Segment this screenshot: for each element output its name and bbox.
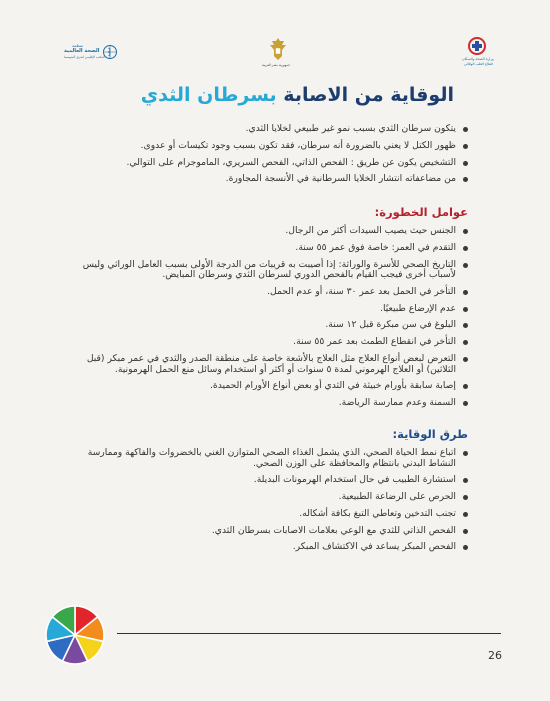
prevention-heading: طرق الوقاية: bbox=[392, 427, 468, 441]
risk-factors-heading: عوامل الخطورة: bbox=[374, 205, 468, 219]
prevention-section bbox=[68, 427, 468, 559]
title-part-dark: الوقاية من الاصابة bbox=[276, 84, 454, 106]
who-logo-line1: منظمة bbox=[72, 43, 84, 48]
list-item: من مضاعفاته انتشار الخلايا السرطانية في الأنسجة المجاورة. bbox=[68, 174, 468, 185]
ministry-logo-line2: قطاع الطب الوقائي bbox=[464, 62, 493, 66]
list-item: تجنب التدخين وتعاطي التبغ بكافة أشكاله. bbox=[68, 509, 468, 520]
intro-section bbox=[68, 124, 468, 191]
risk-factors-list bbox=[68, 226, 468, 409]
list-item: الفحص المبكر يساعد في الاكتشاف المبكر. bbox=[68, 542, 468, 553]
ministry-logo-line1: وزارة الصحة والسكان bbox=[462, 57, 494, 61]
list-item: السمنة وعدم ممارسة الرياضة. bbox=[68, 398, 468, 409]
page-title bbox=[141, 84, 454, 106]
list-item: الحرص على الرضاعة الطبيعية. bbox=[68, 492, 468, 503]
prevention-list bbox=[68, 448, 468, 553]
list-item: الجنس حيث يصيب السيدات أكثر من الرجال. bbox=[68, 226, 468, 237]
decorative-pie-icon bbox=[44, 604, 106, 666]
list-item: عدم الإرضاع طبيعيًا. bbox=[68, 304, 468, 315]
footer-divider bbox=[117, 633, 501, 634]
list-item: التعرض لبعض أنواع العلاج مثل العلاج بالأشعة خاصة على منطقة الصدر والثدي في عمر مبكر (قبل الثلاثين) أو العلاج الهرموني لمدة ٥ سنوات أو أكثر أو استخدام وسائل منع الحمل الهرمونية. bbox=[68, 354, 468, 375]
page-number: 26 bbox=[488, 649, 502, 662]
list-item: التأخر في الحمل بعد عمر ٣٠ سنة، أو عدم الحمل. bbox=[68, 287, 468, 298]
eagle-emblem-icon bbox=[266, 36, 290, 62]
list-item: التقدم في العمر: خاصة فوق عمر ٥٥ سنة. bbox=[68, 243, 468, 254]
intro-list bbox=[68, 124, 468, 185]
list-item: اتباع نمط الحياة الصحي، الذي يشمل الغذاء الصحي المتوازن الغني بالخضروات والفاكهة وممارسة النشاط البدني بانتظام والمحافظة على الوزن الصحي. bbox=[68, 448, 468, 469]
list-item: التأخر في انقطاع الطمث بعد عمر ٥٥ سنة. bbox=[68, 337, 468, 348]
risk-factors-section bbox=[68, 205, 468, 415]
ministry-health-logo bbox=[462, 36, 492, 72]
who-logo bbox=[58, 36, 118, 72]
who-logo-line3: المكتب الإقليمي لشرق المتوسط bbox=[64, 55, 105, 59]
list-item: يتكون سرطان الثدي بسبب نمو غير طبيعي لخلايا الثدي. bbox=[68, 124, 468, 135]
list-item: استشارة الطبيب في حال استخدام الهرمونات البديلة. bbox=[68, 475, 468, 486]
title-part-accent: بسرطان الثدي bbox=[140, 84, 277, 106]
list-item: الفحص الذاتي للثدي مع الوعي بعلامات الاصابات بسرطان الثدي. bbox=[68, 526, 468, 537]
list-item: التاريخ الصحي للأسرة والوراثة: إذا أصيبت به قريبات من الدرجة الأولى بسبب العامل الوراثي وليس لأسباب أخرى فيجب القيام بالفحص الدوري لسرطان الثدي وسرطان المبايض. bbox=[68, 260, 468, 281]
egypt-emblem-logo bbox=[262, 36, 291, 70]
list-item: إصابة سابقة بأورام خبيثة في الثدي أو بعض أنواع الأورام الحميدة. bbox=[68, 381, 468, 392]
list-item: التشخيص يكون عن طريق : الفحص الذاتي، الفحص السريري، الماموجرام على التوالي. bbox=[68, 158, 468, 169]
who-logo-line2: الصحة العالمية bbox=[64, 48, 100, 54]
list-item: البلوغ في سن مبكرة قبل ١٢ سنة. bbox=[68, 320, 468, 331]
list-item: ظهور الكتل لا يعني بالضرورة أنه سرطان، فقد تكون بسبب وجود تكيسات أو عدوى. bbox=[68, 141, 468, 152]
egypt-emblem-text: جمهورية مصر العربية bbox=[262, 63, 291, 67]
header-logos bbox=[0, 36, 550, 72]
ministry-health-icon bbox=[466, 36, 488, 56]
